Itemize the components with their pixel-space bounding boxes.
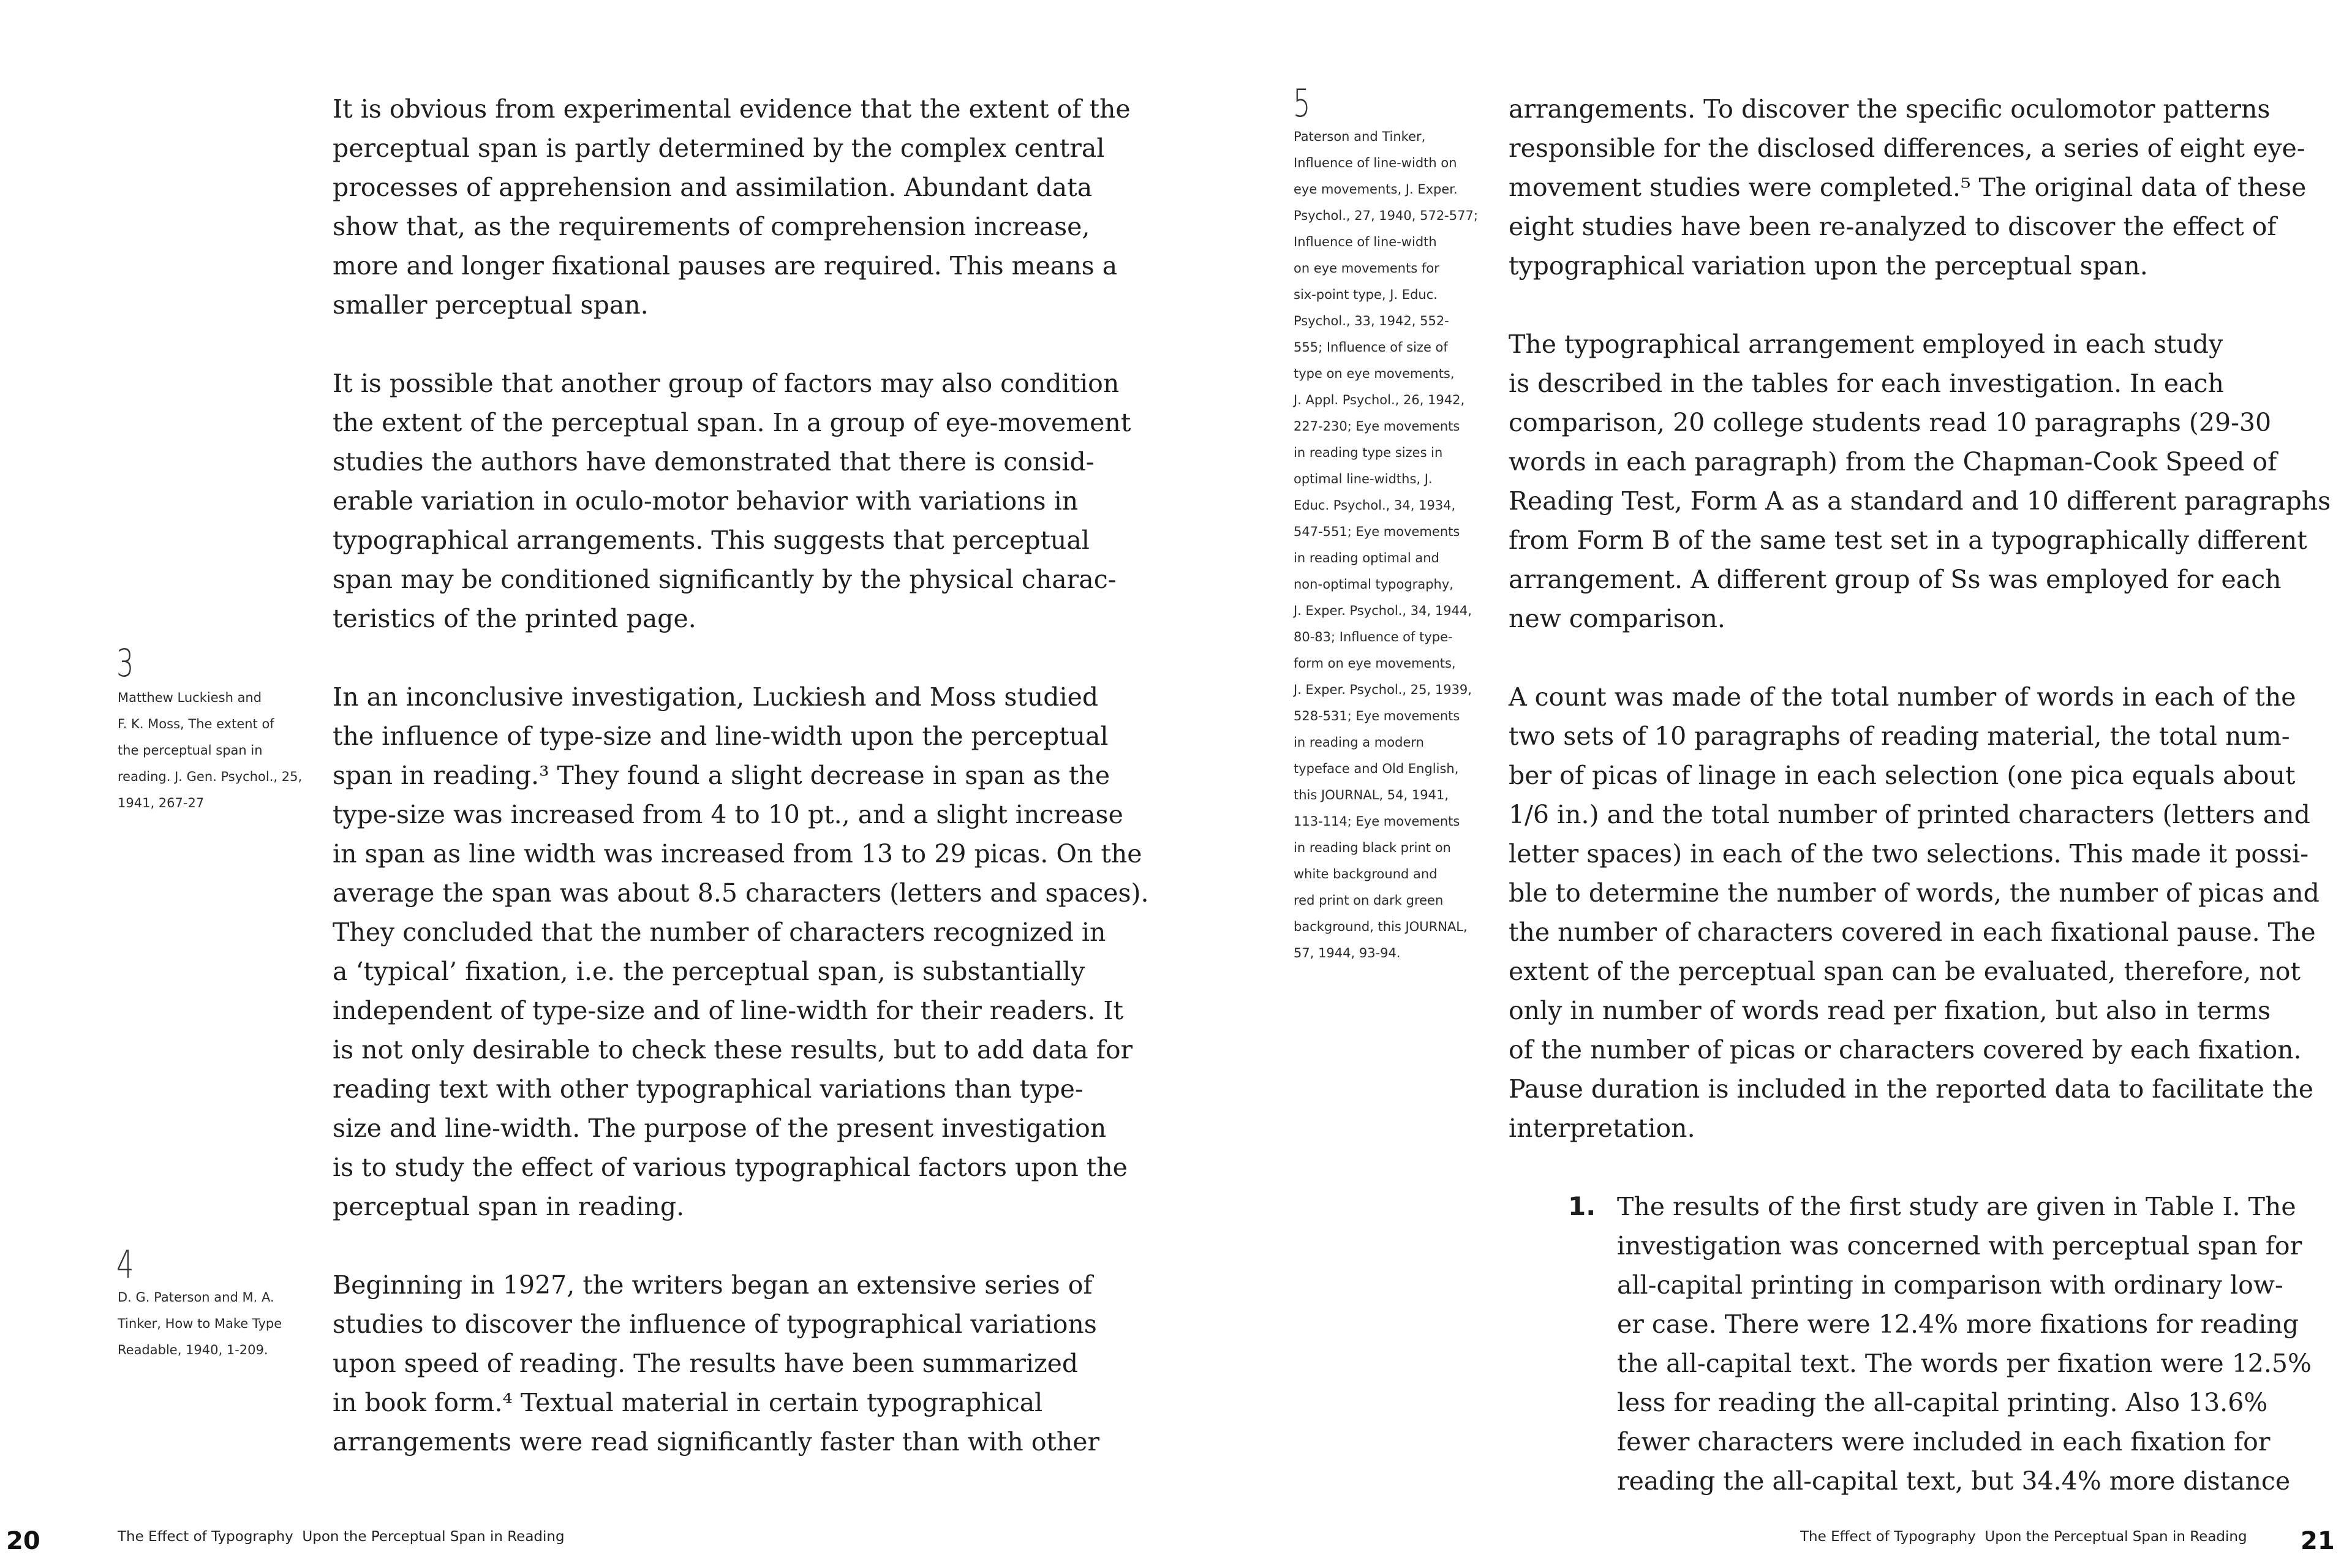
footnote-4-number: 4 xyxy=(116,1242,134,1287)
right-paragraph-1: arrangements. To discover the specific oculomotor patterns responsible for the disclosed differences, a series of eight eye- movement studies were completed.⁵ The original data of these eight studies have been re-analyzed to discover the effect of typographical variation upon the perceptual span. xyxy=(1509,94,2307,281)
left-paragraph-3: In an inconclusive investigation, Luckiesh and Moss studied the influence of type-size and line-width upon the perceptual span in reading.³ They found a slight decrease in span as the type-size was increased from 4 to 10 pt., and a slight increase in span as line width was increased from 13 to 29 picas. On the average the span was about 8.5 characters (letters and spaces). They concluded that the number of characters recognized in a ‘typical’ fixation, i.e. the perceptual span, is substantially independent of type-size and of line-width for their readers. It is not only desirable to check these results, but to add data for reading text with other typographical variations than type- size and line-width. The purpose of the present investigation is to study the effect of various typographical factors upon the perceptual span in reading. xyxy=(333,682,1149,1221)
left-page-body-text xyxy=(333,89,1149,1501)
numbered-list-item-1 xyxy=(1570,1187,2331,1501)
list-item-text: The results of the first study are given in Table I. The investigation was concerned with perceptual span for all-capital printing in comparison with ordinary low- er case. There were 12.4% more fixations for reading the all-capital text. The words per fixation were 12.5% less for reading the all-capital printing. Also 13.6% fewer characters were included in each fixation for reading the all-capital text, but 34.4% more distance xyxy=(1617,1192,2312,1496)
left-paragraph-1: It is obvious from experimental evidence that the extent of the perceptual span is partly determined by the complex central processes of apprehension and assimilation. Abundant data show that, as the requirements of comprehension increase, more and longer fixational pauses are required. This means a smaller perceptual span. xyxy=(333,94,1131,320)
page-number-right: 21 xyxy=(2301,1527,2335,1555)
page-number-left: 20 xyxy=(6,1527,40,1555)
left-paragraph-2: It is possible that another group of factors may also condition the extent of the perceptual span. In a group of eye-movement studies the authors have demonstrated that there is consid- erable variation in oculo-motor behavior with variations in typographical arrangements. This suggests that perceptual span may be conditioned significantly by the physical charac- teristics of the printed page. xyxy=(333,369,1131,633)
footnote-5: Paterson and Tinker, Influence of line-width on eye movements, J. Exper. Psychol., 27, 1940, 572-577; Influence of line-width on eye movements for six-point type, J. Educ. Psychol., 33, 1942, 552- 555; Influence of size of type on eye movements, J. Appl. Psychol., 26, 1942, 227-230; Eye movements in reading type sizes in optimal line-widths, J. Educ. Psychol., 34, 1934, 547-551; Eye movements in reading optimal and non-optimal typography, J. Exper. Psychol., 34, 1944, 80-83; Influence of type- form on eye movements, J. Exper. Psychol., 25, 1939, 528-531; Eye movements in reading a modern typeface and Old English, this JOURNAL, 54, 1941, 113-114; Eye movements in reading black print on white background and red print on dark green background, this JOURNAL, 57, 1944, 93-94. xyxy=(1294,129,1478,960)
footnote-4: D. G. Paterson and M. A. Tinker, How to Make Type Readable, 1940, 1-209. xyxy=(118,1290,282,1357)
right-page-body-text xyxy=(1509,89,2331,1501)
footnote-5-number: 5 xyxy=(1293,81,1311,126)
list-item-number: 1. xyxy=(1568,1191,1596,1221)
right-paragraph-2: The typographical arrangement employed in each study is described in the tables for each investigation. In each comparison, 20 college students read 10 paragraphs (29-30 words in each paragraph) from the Chapman-Cook Speed of Reading Test, Form A as a standard and 10 different paragraphs from Form B of the same test set in a typographically different arrangement. A different group of Ss was employed for each new comparison. xyxy=(1509,330,2331,633)
running-head-right: The Effect of Typography Upon the Perceptual Span in Reading xyxy=(1800,1529,2247,1545)
footnote-3: Matthew Luckiesh and F. K. Moss, The extent of the perceptual span in reading. J. Gen. Psychol., 25, 1941, 267-27 xyxy=(118,690,303,810)
left-paragraph-4: Beginning in 1927, the writers began an extensive series of studies to discover the influence of typographical variations upon speed of reading. The results have been summarized in book form.⁴ Textual material in certain typographical arrangements were read significantly faster than with other xyxy=(333,1270,1100,1457)
footnote-3-number: 3 xyxy=(116,641,134,685)
right-paragraph-3: A count was made of the total number of words in each of the two sets of 10 paragraphs of reading material, the total num- ber of picas of linage in each selection (one pica equals about 1/6 in.) and the total number of printed characters (letters and letter spaces) in each of the two selections. This made it possi- ble to determine the number of words, the number of picas and the number of characters covered in each fixational pause. The extent of the perceptual span can be evaluated, therefore, not only in number of words read per fixation, but also in terms of the number of picas or characters covered by each fixation. Pause duration is included in the reported data to facilitate the interpretation. xyxy=(1509,682,2320,1143)
running-head-left: The Effect of Typography Upon the Perceptual Span in Reading xyxy=(118,1529,565,1545)
